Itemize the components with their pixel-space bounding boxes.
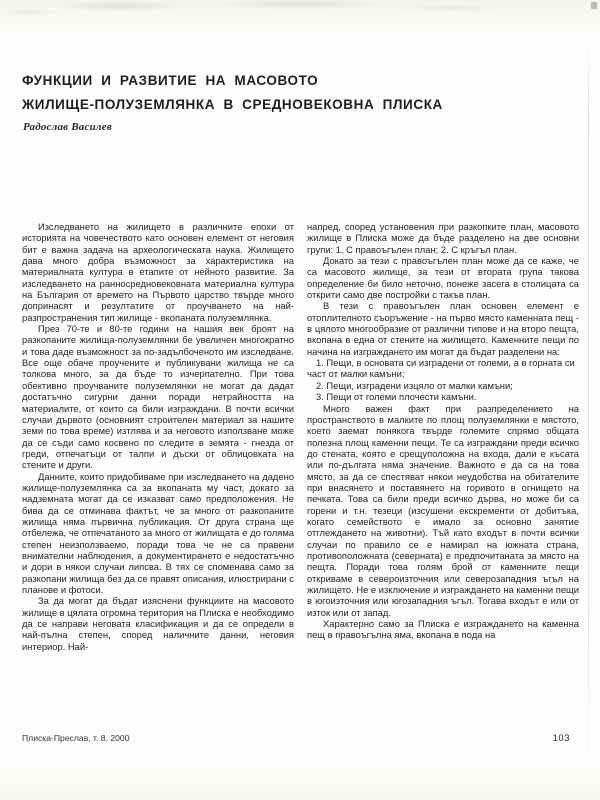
- title-line-2: ЖИЛИЩЕ-ПОЛУЗЕМЛЯНКА В СРЕДНОВЕКОВНА ПЛИСКА: [22, 97, 443, 113]
- paragraph: Много важен факт при разпределението на пространството в малките по площ полуземлянки е мястото, което заемат понякога твърде големите спрямо общата полезна площ каменни пещи. Те са изграждани преди всичко до стената, която е срещуположна на входа, дали е късата или по-дългата няма значение. Важното е да са на това място, за да се спестяват някои неудобства на обитателите при внасянето и поставянето на горивото в огнището на печката. Това са били преди всичко дърва, но може би са горени и т.н. тезеци (изсушени екскременти от добитъка, когато семейството е имало за основно занятие отглеждането на животни). Тъй като входът в почти всички случаи по правило се е намирал на южната страна, противоположната (северната) е предпочитаната за място на пещта. Поради това голям брой от каменните пещи откриваме в североизточния или северозападния ъгъл на жилището. Не е изключение и изграждането на каменни пещи в югоизточния или югозападния ъгъл. Тогава входът е или от изток или от запад.: [307, 402, 579, 618]
- right-column: [307, 221, 579, 652]
- page-edge-line: [588, 40, 589, 780]
- list-item: 2. Пещи, изградени изцяло от малки камъни;: [316, 379, 513, 391]
- left-column: [22, 221, 294, 652]
- paragraph: Докато за тези с правоъгълен план може да се каже, че са масовото жилище, за тези от втората група такова определение би било неточно, понеже засега в столицата са открити само две постройки с такъв план.: [307, 255, 579, 301]
- paragraph: Данните, които придобиваме при изследването на дадено жилище-полуземлянка са за вкопаната му част, докато за надземната могат да се изказват само предположения. Не бива да се отминава фактът, че за много от разкопаните жилища няма първична публикация. От друга страна ще отбележа, че отпечатаното за много от жилищата е до голяма степен неизползваемо, поради това че не са правени внимателни наблюдения, а документирането е недостатъчно и дори в някои случаи липсва. В тях се споменава само за разкопани жилища без да се правят описания, илюстрирани с планове и фотоси.: [22, 470, 294, 595]
- title-line-1: ФУНКЦИИ И РАЗВИТИЕ НА МАСОВОТО: [22, 73, 319, 89]
- paragraph: Характерно само за Плиска е изграждането на каменна пещ в правоъгълна яма, вкопана в пода на: [307, 618, 579, 641]
- author-name: Радослав Василев: [23, 121, 112, 133]
- scan-noise: [0, 0, 600, 26]
- page-footer: [22, 733, 570, 744]
- scan-speck: [591, 2, 597, 9]
- page-number: 103: [552, 733, 570, 744]
- paragraph: В тези с правоъгълен план основен елемент е отоплителното съоръжение - на първо място каменната пещ - в цялото многообразие от различни типове и на второ пещта, вкопана в една от стените на жилището. Каменните пещи по начина на изграждането им могат да бъдат разделени на:: [307, 300, 579, 357]
- list-item: 1. Пещи, в основата си изградени от големи, а в горната си част от малки камъни;: [307, 357, 575, 380]
- page-title: [22, 69, 560, 117]
- article-body: [22, 221, 579, 652]
- paragraph: напред, според установения при разкопките план, масовото жилище в Плиска може да бъде разделено на две основни групи: 1. С правоъгълен план; 2. С кръгъл план.: [307, 221, 579, 255]
- journal-citation: Плиска-Преслав, т. 8, 2000: [22, 733, 130, 743]
- list-item: 3. Пещи от големи плочести камъни.: [316, 391, 477, 403]
- paragraph: През 70-те и 80-те години на нашия век броят на разкопаните жилища-полуземлянки бе увеличен многократно и това даде възможност за по-задълбоченото им изследване. Все още обаче проучените и публикувани жилища не са толкова много, за да бъде то изчерпателно. При това обективно проучваните полуземлянки не могат да дадат достатъчно сигурни данни поради нетрайността на материалите, от които са били изграждани. В почти всички случаи дървото (основният строителен материал за нашите земи по това време) изтлява и за неговото използване може да се съди само косвено по следите в земята - гнезда от греди, отпечатъци от талпи и дъски от облицовката на стените и други.: [22, 323, 294, 471]
- paragraph: Изследването на жилището в различните епохи от историята на човечеството като основен елемент от неговия бит е важна задача на археологическата наука. Жилището дава много добра възможност за характеристика на материалната култура в етапите от нейното развитие. За изследването на ранносредновековната материална култура на България от времето на Първото царство твърде много допринасят и резултатите от проучването на най-разпространения тип жилище - вкопаната полуземлянка.: [22, 221, 294, 323]
- paragraph: За да могат да бъдат изяснени функциите на масовото жилище в цялата огромна територия на Плиска е необходимо да се направи неговата класификация и да се определи в най-пълна степен, според наличните данни, неговия интериор. Най-: [22, 595, 294, 652]
